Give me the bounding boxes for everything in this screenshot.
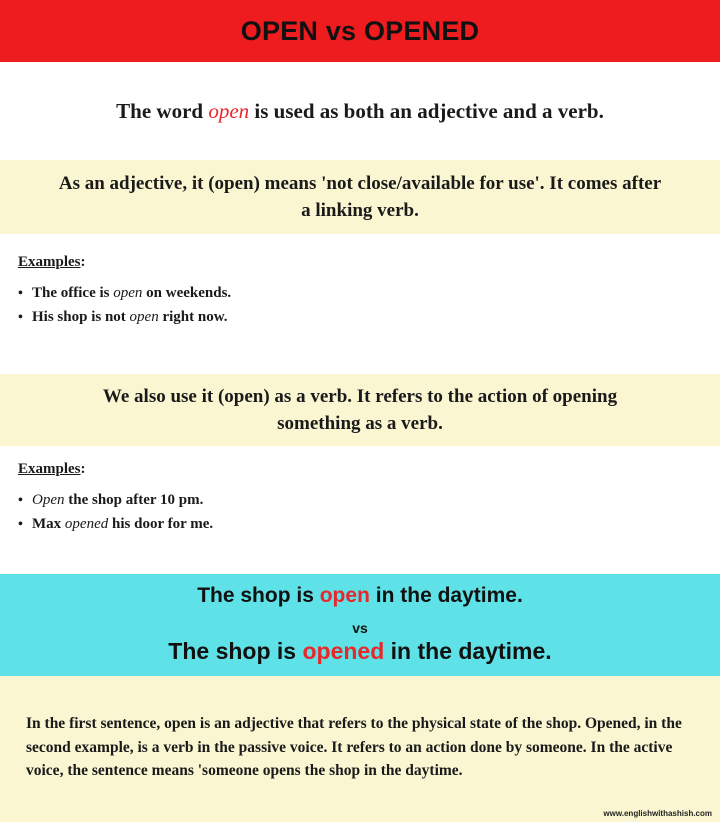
example-text: on weekends.	[146, 285, 232, 301]
bullet-icon: •	[18, 286, 23, 301]
title-banner	[0, 0, 720, 62]
explanation-text: In the first sentence, open is an adjective that refers to the physical state of the shop. Opened, in the second example, is a verb in the passive voice. It refers to an action done by someone. In the active voice, the sentence means 'someone opens the shop in the daytime.	[26, 715, 682, 779]
sentence-text: in the daytime.	[375, 584, 523, 607]
example-text: The office is	[32, 285, 110, 301]
examples-list	[18, 285, 708, 326]
intro-text-before: The word	[116, 98, 204, 123]
bullet-icon: •	[18, 310, 23, 325]
example-word: Open	[32, 492, 65, 508]
bullet-icon: •	[18, 517, 23, 532]
comparison-vs: vs	[352, 620, 368, 636]
examples-heading	[18, 254, 708, 271]
examples-heading-label: Examples	[18, 254, 81, 270]
sentence-text: in the daytime.	[390, 638, 552, 664]
sentence-text: The shop is	[197, 584, 314, 607]
example-text: right now.	[162, 309, 228, 325]
site-credit: www.englishwithashish.com	[603, 809, 712, 818]
sentence-highlight: opened	[302, 638, 385, 664]
comparison-banner	[0, 574, 720, 676]
bullet-icon: •	[18, 493, 23, 508]
sentence-text: The shop is	[168, 638, 297, 664]
example-text: his door for me.	[112, 516, 214, 532]
examples-heading	[18, 461, 708, 478]
page-title: OPEN vs OPENED	[240, 15, 480, 46]
example-text: the shop after 10 pm.	[68, 492, 204, 508]
verb-examples	[18, 461, 708, 540]
verb-definition-line-1: We also use it (open) as a verb. It refers to the action of opening	[102, 386, 618, 407]
example-word: open	[113, 285, 143, 301]
example-word: opened	[64, 516, 109, 532]
comparison-sentence-1	[0, 584, 720, 608]
adjective-definition-line-2: a linking verb.	[301, 200, 419, 221]
example-text: Max	[32, 516, 62, 532]
adjective-definition-band	[0, 160, 720, 234]
example-text: His shop is not	[32, 309, 126, 325]
examples-heading-label: Examples	[18, 461, 81, 477]
intro-highlight-word: open	[208, 98, 250, 123]
examples-heading-colon: :	[80, 254, 86, 270]
list-item	[18, 309, 708, 326]
list-item	[18, 516, 708, 533]
list-item	[18, 285, 708, 302]
adjective-examples	[18, 254, 708, 333]
adjective-definition-line-1: As an adjective, it (open) means 'not close/available for use'. It comes after	[58, 173, 662, 194]
intro-text-after: is used as both an adjective and a verb.	[254, 98, 604, 123]
examples-heading-colon: :	[80, 461, 86, 477]
verb-definition-line-2: something as a verb.	[277, 413, 443, 434]
verb-definition-band	[0, 374, 720, 446]
example-word: open	[129, 309, 159, 325]
list-item	[18, 492, 708, 509]
explanation-panel	[0, 676, 720, 822]
examples-list	[18, 492, 708, 533]
intro-sentence	[0, 62, 720, 160]
comparison-sentence-2	[0, 638, 720, 665]
sentence-highlight: open	[319, 584, 370, 607]
